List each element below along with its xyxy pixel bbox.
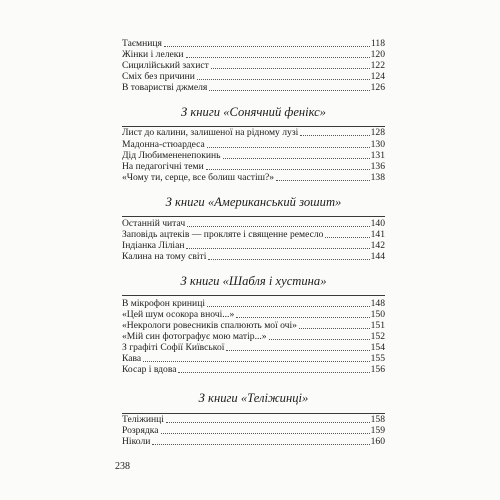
page-number: 238: [115, 461, 130, 472]
dot-leader: [206, 168, 370, 170]
dot-leader: [152, 443, 369, 445]
dot-leader: [226, 349, 369, 351]
toc-entry-page: 122: [370, 60, 385, 71]
dot-leader: [269, 338, 370, 340]
toc-entry-title: Розрядка: [122, 425, 159, 436]
dot-leader: [166, 421, 370, 423]
toc-entry: [122, 81, 385, 94]
toc-entry-title: В товаристві джмеля: [122, 82, 208, 93]
toc-entry-page: 159: [370, 425, 385, 436]
dot-leader: [209, 89, 369, 91]
toc-entry: [122, 435, 385, 448]
toc-entry-page: 120: [370, 49, 385, 60]
toc-entry-page: 144: [370, 251, 385, 262]
dot-leader: [161, 432, 370, 434]
toc-entry-title: Калина на тому світі: [122, 251, 207, 262]
dot-leader: [197, 78, 370, 80]
toc-entry-title: Косар і вдова: [122, 364, 177, 375]
dot-leader: [164, 45, 370, 47]
toc-entry-title: «Некрологи ровесників спалюють мої очі»: [122, 320, 297, 331]
toc-entry-title: Таємниця: [122, 38, 162, 49]
toc-entry-page: 136: [370, 161, 385, 172]
toc-entry-page: 130: [370, 139, 385, 150]
dot-leader: [186, 56, 370, 58]
toc-entry-page: 158: [370, 414, 385, 425]
toc-entry-title: Лист до калини, залишеної на рідному лузі: [122, 127, 299, 138]
toc-entry-title: З графіті Софії Київської: [122, 342, 225, 353]
toc-entry-page: 138: [370, 172, 385, 183]
toc-entry-title: Сицилійський захист: [122, 60, 209, 71]
dot-leader: [211, 67, 370, 69]
dot-leader: [207, 146, 370, 148]
dot-leader: [143, 360, 369, 362]
dot-leader: [223, 157, 370, 159]
toc-entry: [122, 363, 385, 376]
toc-entry-page: 160: [370, 436, 385, 447]
toc-entry-title: Теліжинці: [122, 414, 164, 425]
toc-entry-title: Мадонна-стюардеса: [122, 139, 205, 150]
toc-entry-title: «Чому ти, серце, все болиш частіш?»: [122, 172, 275, 183]
toc-entry-page: 141: [370, 229, 385, 240]
toc-entry-page: 151: [370, 320, 385, 331]
dot-leader: [299, 327, 370, 329]
toc-entry-title: В мікрофон криниці: [122, 298, 205, 309]
dot-leader: [187, 225, 369, 227]
toc-entry-title: Дід Любимененепокинь: [122, 150, 221, 161]
toc-entry-title: Жінки і лелеки: [122, 49, 184, 60]
toc-entry-page: 118: [370, 38, 385, 49]
section-heading: З книги «Теліжинці»: [198, 391, 309, 405]
toc-entry-page: 140: [370, 218, 385, 229]
toc-entry-page: 126: [370, 82, 385, 93]
dot-leader: [300, 134, 369, 136]
dot-leader: [208, 258, 369, 260]
dot-leader: [186, 247, 369, 249]
section-heading: З книги «Американський зошит»: [165, 195, 342, 209]
toc-entry-page: 156: [370, 364, 385, 375]
toc-entry-title: «Мій син фотографує мою матір...»: [122, 331, 267, 342]
toc-entry-title: Індіанка Ліліан: [122, 240, 185, 251]
toc-entry: [122, 171, 385, 184]
toc-entry-title: Заповідь ацтеків — прокляте і священне ремесло: [122, 229, 324, 240]
section-divider: [122, 295, 385, 296]
toc-entry-page: 154: [370, 342, 385, 353]
toc-entry-page: 124: [370, 71, 385, 82]
toc-entry: [122, 250, 385, 263]
toc-entry-title: Ніколи: [122, 436, 151, 447]
toc-entry-title: На педагогічні теми: [122, 161, 204, 172]
dot-leader: [178, 371, 369, 373]
toc-entry-title: «Цей шум осокора вночі...»: [122, 309, 235, 320]
dot-leader: [325, 236, 369, 238]
toc-entry-title: Сміх без причини: [122, 71, 195, 82]
toc-entry-page: 148: [370, 298, 385, 309]
dot-leader: [236, 316, 369, 318]
toc-entry-page: 142: [370, 240, 385, 251]
section-heading: З книги «Шабля і хустина»: [180, 274, 327, 288]
toc-entry-title: Останній читач: [122, 218, 186, 229]
toc-entry-page: 152: [370, 331, 385, 342]
toc-entry-page: 150: [370, 309, 385, 320]
dot-leader: [207, 305, 370, 307]
toc-entry-page: 155: [370, 353, 385, 364]
toc-entry-page: 128: [370, 127, 385, 138]
toc-entry-page: 131: [370, 150, 385, 161]
dot-leader: [276, 179, 370, 181]
toc-entry-title: Кава: [122, 353, 142, 364]
section-heading: З книги «Сонячний фенікс»: [181, 105, 326, 119]
